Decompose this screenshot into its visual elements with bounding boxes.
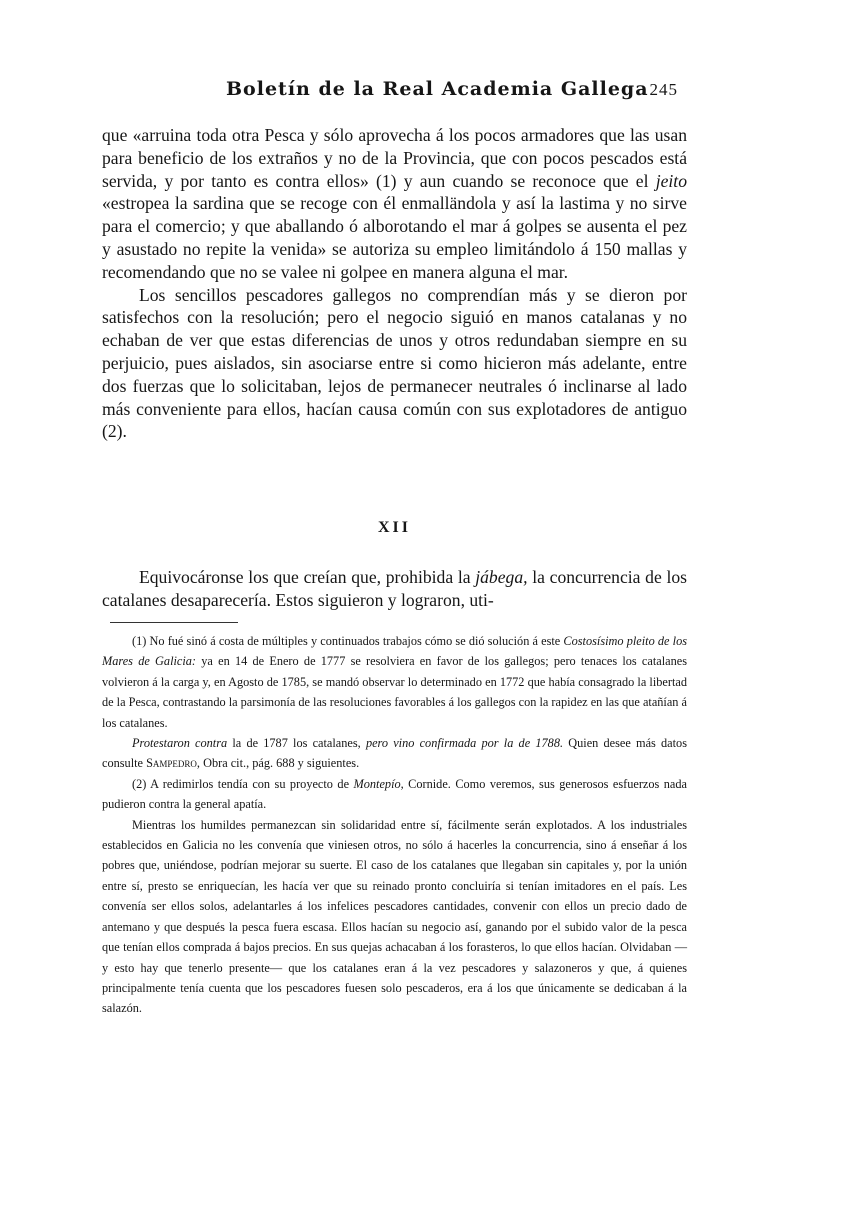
footnote-2: (2) A redimirlos tendía con su proyecto de Montepío, Cornide. Como veremos, sus generosos esfuerzos nada pudieron contra la general apatía.: [102, 776, 687, 812]
paragraph-2: Los sencillos pescadores gallegos no comprendían más y se dieron por satisfechos con la resolución; pero el negocio siguió en manos catalanas y no echaban de ver que estas diferencias de unos y otros redundaban siempre en su perjuicio, pues aislados, sin asociarse entre si como hicieron más adelante, entre dos fuerzas que lo solicitaban, lejos de permanecer neutrales ó inclinarse al lado más conveniente para ellos, hacían causa común con sus explotadores de antiguo (2).: [102, 284, 687, 442]
section-heading: XII: [377, 519, 411, 536]
footnote-divider: [110, 622, 238, 623]
section-text: [102, 566, 687, 612]
paragraph-1: que «arruina toda otra Pesca y sólo aprovecha á los pocos armadores que las usan para beneficio de los extraños y no de la Provincia, que con pocos pescados está servida, y por tanto es contra ellos» (1) y aun cuando se reconoce que el jeito «estropea la sardina que se recoge con él enmalländola y así la lastima y no sirve para el comercio; y que aballando ó alborotando el mar á golpes se ausenta el pez y asustado no repite la venida» se autoriza su empleo limitándolo á 150 mallas y recomendando que no se valee ni golpee en manera alguna el mar.: [102, 125, 687, 282]
page-header: [100, 78, 690, 104]
footnote-2-continued: Mientras los humildes permanezcan sin solidaridad entre sí, fácilmente serán explotados. A los industriales establecidos en Galicia no les convenía que viniesen otros, no sólo á hacerles la concurrencia, sino á enseñar á los pobres que, uniéndose, podrían mejorar su suerte. El caso de los catalanes que llegaban sin capitales y, por la unión entre sí, presto se enriquecían, les hacía ver que su reinado pronto concluiría si tenían imitadores en el país. Les convenía ser ellos solos, adelantarles á los infelices pescadores cantidades, convenir con ellos un precio dado de antemano y que después la pesca fuera escasa. Ellos hacían su negocio así, ganando por el subido valor de la pesca que tenían ellos comprada á bajos precios. En sus quejas achacaban á los forasteros, lo que ellos hacían. Olvidaban —y esto hay que tenerlo presente— que los catalanes eran á la vez pescadores y salazoneros y que, á quienes principalmente tenía cuenta que los pescadores fuesen solo pescaderos, era á los que únicamente se dedicaban á la salazón.: [102, 817, 687, 1016]
footnote-1-continued: Protestaron contra la de 1787 los catalanes, pero vino confirmada por la de 1788. Quien desee más datos consulte Sampedro, Obra cit., pág. 688 y siguientes.: [102, 736, 687, 771]
section-paragraph: Equivocáronse los que creían que, prohibida la jábega, la concurrencia de los catalanes desaparecería. Estos siguieron y lograron, uti-: [102, 567, 687, 610]
body-text: [102, 124, 687, 443]
term-jeito: jeito: [655, 170, 687, 191]
footnote-1: (1) No fué sinó á costa de múltiples y continuados trabajos cómo se dió solución á este Costosísimo pleito de los Mares de Galicia: ya en 14 de Enero de 1777 se resolviera en favor de los gallegos; pero tenaces los catalanes volvieron á la carga y, en Agosto de 1785, se mandó observar lo determinado en 1772 que había consagrado la libertad de la Pesca, contrastando la parsimonía de las resoluciones favorables á los gallegos con la rapidez en las que atañían á los catalanes.: [102, 634, 687, 730]
journal-title: Boletín de la Real Academia Gallega: [226, 78, 649, 100]
term-jabega: jábega,: [475, 567, 528, 587]
footnotes: [102, 631, 687, 1019]
page-number: 245: [649, 80, 678, 99]
